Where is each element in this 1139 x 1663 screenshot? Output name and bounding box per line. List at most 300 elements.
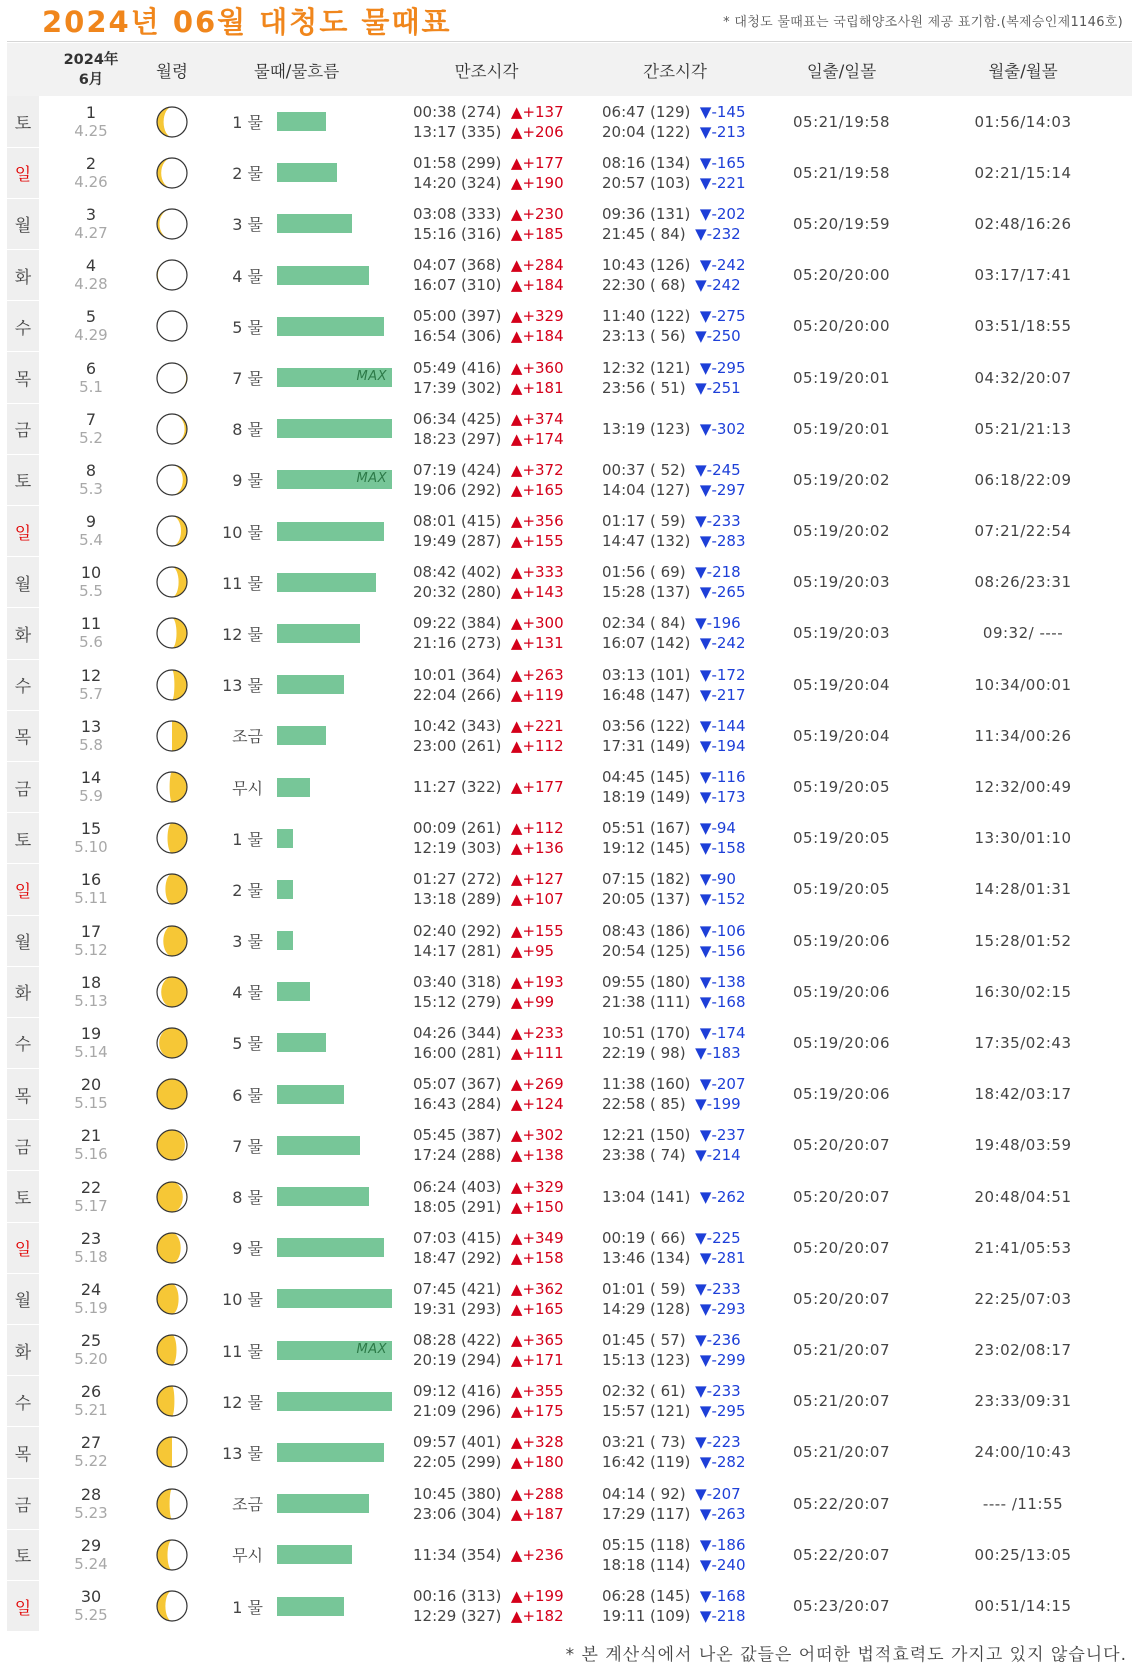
table-row [7, 301, 1132, 352]
date-cell [39, 1325, 143, 1376]
moon-phase-icon [155, 1282, 189, 1316]
low-tide-cell [581, 710, 769, 761]
high-tide-time: 19:06 (292) [413, 480, 502, 499]
low-tide-diff: ▼-116 [699, 768, 746, 787]
high-tide-line [413, 633, 581, 653]
sunrise-sunset: 05:19/20:06 [793, 982, 891, 1001]
high-tide-line [413, 1074, 581, 1094]
moon-phase-icon [155, 565, 189, 599]
high-tide-line [413, 869, 581, 889]
low-tide-cell [581, 1325, 769, 1376]
weekday-cell: 목 [7, 1427, 39, 1478]
low-tide-diff: ▼-233 [695, 1279, 741, 1298]
moon-phase-icon [155, 616, 189, 650]
sunrise-sunset: 05:19/20:05 [793, 778, 891, 797]
high-tide-diff: ▲+174 [510, 429, 564, 448]
high-tide-cell [392, 147, 581, 198]
table-row [7, 1427, 1132, 1478]
moonrise-moonset: 14:28/01:31 [974, 880, 1072, 899]
high-tide-line [413, 531, 581, 551]
low-tide-diff: ▼-152 [699, 890, 746, 909]
low-tide-cell [581, 608, 769, 659]
tide-name: 10 물 [222, 1290, 263, 1310]
low-tide-diff: ▼-262 [699, 1187, 746, 1206]
low-tide-diff: ▼-282 [699, 1453, 746, 1472]
moonrise-moonset: 03:17/17:41 [974, 266, 1072, 285]
high-tide-diff: ▲+181 [510, 378, 564, 397]
high-tide-line [413, 941, 581, 961]
high-tide-line [413, 255, 581, 275]
weekday-cell: 일 [7, 864, 39, 915]
high-tide-diff: ▲+365 [510, 1331, 564, 1350]
low-tide-cell [581, 813, 769, 864]
tide-strength-bar [277, 880, 293, 899]
high-tide-time: 06:24 (403) [413, 1177, 502, 1196]
tide-name: 13 물 [222, 1443, 263, 1463]
high-tide-time: 01:27 (272) [413, 870, 502, 889]
low-tide-diff: ▼-295 [699, 1402, 746, 1421]
lunar-date: 5.6 [79, 633, 103, 652]
low-tide-diff: ▼-90 [699, 870, 736, 889]
tide-name: 13 물 [222, 676, 263, 696]
low-tide-line [602, 736, 769, 756]
table-row [7, 198, 1132, 249]
low-tide-time: 01:56 ( 69) [602, 563, 686, 582]
high-tide-line [413, 1279, 581, 1299]
sunrise-sunset: 05:20/20:00 [793, 317, 891, 336]
low-tide-time: 12:32 (121) [602, 358, 691, 377]
weekday-cell: 월 [7, 1273, 39, 1324]
high-tide-diff: ▲+131 [510, 634, 564, 653]
tide-strength-cell [277, 1069, 392, 1120]
lunar-date: 5.21 [74, 1401, 108, 1420]
tide-strength-cell [277, 198, 392, 249]
low-tide-time: 09:55 (180) [602, 972, 691, 991]
sunrise-sunset: 05:19/20:01 [793, 419, 891, 438]
solar-day: 30 [80, 1587, 102, 1607]
high-tide-line [413, 838, 581, 858]
lunar-date: 5.1 [79, 377, 103, 396]
high-tide-cell [392, 1376, 581, 1427]
solar-day: 11 [80, 614, 102, 634]
sunrise-sunset: 05:21/20:07 [793, 1392, 891, 1411]
weekday-cell: 수 [7, 301, 39, 352]
lunar-date: 5.17 [74, 1196, 108, 1215]
weekday-cell: 수 [7, 1376, 39, 1427]
high-tide-diff: ▲+165 [510, 480, 564, 499]
low-tide-line [602, 1555, 769, 1575]
low-tide-time: 19:12 (145) [602, 839, 691, 858]
high-tide-line [413, 1452, 581, 1472]
weekday-cell: 월 [7, 915, 39, 966]
moon-phase-icon [155, 1589, 189, 1623]
moon-phase-cell [143, 1273, 201, 1324]
sunrise-sunset: 05:19/20:06 [793, 1085, 891, 1104]
low-tide-line [602, 1350, 769, 1370]
low-tide-diff: ▼-283 [699, 532, 746, 551]
tide-strength-bar [277, 726, 326, 745]
weekday-cell: 목 [7, 710, 39, 761]
date-cell [39, 96, 143, 147]
low-tide-diff: ▼-186 [699, 1535, 746, 1554]
high-tide-time: 20:19 (294) [413, 1351, 502, 1370]
sunrise-sunset: 05:19/20:04 [793, 675, 891, 694]
high-tide-cell [392, 1529, 581, 1580]
high-tide-diff: ▲+158 [510, 1248, 564, 1267]
moonrise-moonset: 00:51/14:15 [974, 1597, 1072, 1616]
tide-strength-bar [277, 470, 392, 489]
high-tide-cell [392, 1427, 581, 1478]
high-tide-diff: ▲+269 [510, 1075, 564, 1094]
tide-strength-cell [277, 915, 392, 966]
tide-name: 12 물 [222, 1392, 263, 1412]
low-tide-time: 18:19 (149) [602, 788, 691, 807]
moon-phase-icon [155, 719, 189, 753]
moonrise-moonset: 05:21/21:13 [974, 419, 1072, 438]
low-tide-time: 23:56 ( 51) [602, 378, 686, 397]
low-tide-time: 00:37 ( 52) [602, 460, 686, 479]
high-tide-time: 08:01 (415) [413, 512, 502, 531]
low-tide-line [602, 1074, 769, 1094]
low-tide-line [602, 562, 769, 582]
low-tide-line [602, 511, 769, 531]
lunar-date: 4.26 [74, 172, 108, 191]
high-tide-diff: ▲+177 [510, 153, 564, 172]
lunar-date: 5.24 [74, 1554, 108, 1573]
solar-day: 5 [85, 307, 97, 327]
low-tide-cell [581, 96, 769, 147]
low-tide-diff: ▼-168 [699, 1587, 746, 1606]
tide-name: 9 물 [232, 1239, 263, 1259]
low-tide-line [602, 358, 769, 378]
tide-strength-cell [277, 1376, 392, 1427]
solar-day: 9 [85, 512, 97, 532]
tide-strength-cell [277, 966, 392, 1017]
moonrise-moonset: 22:25/07:03 [974, 1289, 1072, 1308]
high-tide-diff: ▲+111 [510, 1043, 564, 1062]
high-tide-time: 22:04 (266) [413, 685, 502, 704]
high-tide-line [413, 685, 581, 705]
high-tide-cell [392, 608, 581, 659]
low-tide-cell [581, 1017, 769, 1068]
high-tide-cell [392, 96, 581, 147]
high-tide-diff: ▲+355 [510, 1382, 564, 1401]
low-tide-diff: ▼-196 [695, 614, 741, 633]
low-tide-time: 17:29 (117) [602, 1504, 691, 1523]
lunar-date: 5.15 [74, 1094, 108, 1113]
tide-strength-cell [277, 1427, 392, 1478]
date-cell [39, 454, 143, 505]
weekday-cell: 금 [7, 761, 39, 812]
low-tide-cell [581, 1222, 769, 1273]
tide-strength-bar [277, 829, 293, 848]
high-tide-time: 14:20 (324) [413, 173, 502, 192]
low-tide-diff: ▼-233 [695, 512, 741, 531]
tide-strength-cell [277, 710, 392, 761]
low-tide-time: 01:45 ( 57) [602, 1331, 686, 1350]
high-tide-line [413, 275, 581, 295]
date-cell [39, 1478, 143, 1529]
high-tide-cell [392, 864, 581, 915]
low-tide-diff: ▼-106 [699, 921, 746, 940]
moon-phase-cell [143, 198, 201, 249]
tide-strength-cell [277, 659, 392, 710]
moon-phase-cell [143, 1120, 201, 1171]
sunrise-sunset: 05:20/20:07 [793, 1136, 891, 1155]
low-tide-cell [581, 1376, 769, 1427]
low-tide-diff: ▼-251 [695, 378, 741, 397]
sunrise-sunset: 05:23/20:07 [793, 1597, 891, 1616]
moon-phase-icon [155, 1077, 189, 1111]
weekday-cell: 수 [7, 1017, 39, 1068]
low-tide-cell [581, 1273, 769, 1324]
lunar-date: 5.14 [74, 1042, 108, 1061]
tide-table-body [7, 96, 1132, 1632]
high-tide-line [413, 153, 581, 173]
low-tide-cell [581, 659, 769, 710]
high-tide-time: 10:42 (343) [413, 716, 502, 735]
low-tide-diff: ▼-156 [699, 941, 746, 960]
low-tide-diff: ▼-237 [699, 1126, 746, 1145]
high-tide-diff: ▲+155 [510, 532, 564, 551]
solar-day: 8 [85, 460, 97, 480]
moon-phase-cell [143, 966, 201, 1017]
moon-phase-icon [155, 1026, 189, 1060]
tide-name: 3 물 [232, 932, 263, 952]
high-tide-line [413, 1484, 581, 1504]
high-tide-line [413, 992, 581, 1012]
sunrise-sunset: 05:19/20:04 [793, 726, 891, 745]
high-tide-diff: ▲+137 [510, 102, 564, 121]
table-row [7, 608, 1132, 659]
high-tide-cell [392, 506, 581, 557]
lunar-date: 5.18 [74, 1247, 108, 1266]
low-tide-line [602, 1145, 769, 1165]
low-tide-time: 06:28 (145) [602, 1587, 691, 1606]
high-tide-line [413, 1586, 581, 1606]
high-tide-line [413, 480, 581, 500]
low-tide-cell [581, 147, 769, 198]
low-tide-line [602, 1452, 769, 1472]
table-row [7, 557, 1132, 608]
high-tide-time: 13:18 (289) [413, 890, 502, 909]
high-tide-line [413, 1248, 581, 1268]
low-tide-diff: ▼-145 [699, 102, 746, 121]
table-row [7, 1120, 1132, 1171]
high-tide-diff: ▲+119 [510, 685, 564, 704]
low-tide-time: 15:57 (121) [602, 1402, 691, 1421]
high-tide-diff: ▲+302 [510, 1126, 564, 1145]
tide-name: 10 물 [222, 522, 263, 542]
table-row [7, 352, 1132, 403]
moon-phase-cell [143, 301, 201, 352]
low-tide-time: 01:01 ( 59) [602, 1279, 686, 1298]
high-tide-time: 16:07 (310) [413, 276, 502, 295]
high-tide-line [413, 665, 581, 685]
high-tide-time: 05:45 (387) [413, 1126, 502, 1145]
high-tide-line [413, 716, 581, 736]
high-tide-line [413, 1330, 581, 1350]
solar-day: 4 [85, 256, 97, 276]
header-tide-name: 물때/물흐름 [201, 43, 392, 96]
tide-strength-bar [277, 266, 369, 285]
high-tide-cell [392, 1017, 581, 1068]
moon-phase-cell [143, 1069, 201, 1120]
low-tide-diff: ▼-202 [699, 204, 746, 223]
high-tide-diff: ▲+143 [510, 583, 564, 602]
moon-phase-cell [143, 813, 201, 864]
low-tide-cell [581, 198, 769, 249]
moon-phase-icon [155, 668, 189, 702]
low-tide-cell [581, 1069, 769, 1120]
tide-strength-cell [277, 1478, 392, 1529]
low-tide-line [602, 1606, 769, 1626]
high-tide-diff: ▲+263 [510, 665, 564, 684]
title-divider [7, 41, 1132, 42]
high-tide-time: 03:40 (318) [413, 972, 502, 991]
sunrise-sunset: 05:21/19:58 [793, 112, 891, 131]
low-tide-time: 20:54 (125) [602, 941, 691, 960]
low-tide-cell [581, 557, 769, 608]
tide-name: 조금 [232, 1495, 263, 1515]
moon-phase-cell [143, 250, 201, 301]
solar-day: 22 [80, 1177, 102, 1197]
tide-strength-cell [277, 557, 392, 608]
lunar-date: 5.9 [79, 787, 103, 806]
high-tide-diff: ▲+374 [510, 409, 564, 428]
date-cell [39, 403, 143, 454]
high-tide-line [413, 818, 581, 838]
high-tide-diff: ▲+182 [510, 1607, 564, 1626]
high-tide-time: 07:03 (415) [413, 1228, 502, 1247]
low-tide-line [602, 838, 769, 858]
low-tide-line [602, 716, 769, 736]
lunar-date: 5.20 [74, 1350, 108, 1369]
moon-phase-cell [143, 710, 201, 761]
high-tide-line [413, 1432, 581, 1452]
low-tide-time: 05:51 (167) [602, 819, 691, 838]
moon-phase-icon [155, 1435, 189, 1469]
moon-phase-cell [143, 1529, 201, 1580]
low-tide-time: 15:28 (137) [602, 583, 691, 602]
high-tide-line [413, 306, 581, 326]
low-tide-line [602, 1043, 769, 1063]
low-tide-diff: ▼-218 [695, 563, 741, 582]
high-tide-time: 02:40 (292) [413, 921, 502, 940]
high-tide-line [413, 1094, 581, 1114]
high-tide-diff: ▲+187 [510, 1504, 564, 1523]
sunrise-sunset: 05:22/20:07 [793, 1494, 891, 1513]
moonrise-moonset: 00:25/13:05 [974, 1545, 1072, 1564]
low-tide-line [602, 460, 769, 480]
low-tide-diff: ▼-245 [695, 460, 741, 479]
solar-day: 6 [85, 358, 97, 378]
solar-day: 18 [80, 972, 102, 992]
header-moon-phase: 월령 [143, 43, 201, 96]
moon-phase-icon [155, 1333, 189, 1367]
low-tide-time: 10:43 (126) [602, 256, 691, 275]
moon-phase-cell [143, 1017, 201, 1068]
low-tide-time: 02:32 ( 61) [602, 1382, 686, 1401]
solar-day: 26 [80, 1382, 102, 1402]
moon-phase-icon [155, 309, 189, 343]
low-tide-diff: ▼-158 [699, 839, 746, 858]
table-row [7, 1580, 1132, 1631]
low-tide-time: 04:14 ( 92) [602, 1484, 686, 1503]
tide-strength-cell [277, 1529, 392, 1580]
solar-day: 20 [80, 1075, 102, 1095]
date-cell [39, 1017, 143, 1068]
high-tide-time: 11:27 (322) [413, 778, 502, 797]
high-tide-time: 19:49 (287) [413, 532, 502, 551]
high-tide-line [413, 1504, 581, 1524]
high-tide-time: 04:07 (368) [413, 256, 502, 275]
tide-name: 1 물 [232, 1597, 263, 1617]
low-tide-cell [581, 352, 769, 403]
high-tide-diff: ▲+184 [510, 276, 564, 295]
tide-strength-cell [277, 250, 392, 301]
high-tide-time: 18:23 (297) [413, 429, 502, 448]
tide-name: 11 물 [222, 1341, 263, 1361]
tide-strength-bar [277, 573, 376, 592]
moon-phase-icon [155, 1384, 189, 1418]
high-tide-line [413, 1145, 581, 1165]
high-tide-time: 16:43 (284) [413, 1095, 502, 1114]
tide-strength-cell [277, 506, 392, 557]
low-tide-diff: ▼-263 [699, 1504, 746, 1523]
table-row [7, 915, 1132, 966]
high-tide-time: 11:34 (354) [413, 1545, 502, 1564]
tide-strength-cell [277, 454, 392, 505]
moonrise-moonset: 12:32/00:49 [974, 778, 1072, 797]
tide-name: 5 물 [232, 317, 263, 337]
low-tide-line [602, 767, 769, 787]
weekday-cell: 화 [7, 1325, 39, 1376]
sunrise-sunset: 05:19/20:05 [793, 880, 891, 899]
high-tide-time: 00:09 (261) [413, 819, 502, 838]
low-tide-time: 14:47 (132) [602, 532, 691, 551]
low-tide-line [602, 1484, 769, 1504]
moonrise-moonset: 01:56/14:03 [974, 112, 1072, 131]
date-cell [39, 864, 143, 915]
tide-table [7, 43, 1132, 1632]
high-tide-time: 10:45 (380) [413, 1484, 502, 1503]
high-tide-cell [392, 1222, 581, 1273]
high-tide-line [413, 511, 581, 531]
high-tide-diff: ▲+95 [510, 941, 555, 960]
low-tide-cell [581, 1478, 769, 1529]
high-tide-diff: ▲+230 [510, 204, 564, 223]
moon-phase-icon [155, 1180, 189, 1214]
high-tide-diff: ▲+165 [510, 1299, 564, 1318]
moonrise-moonset: 03:51/18:55 [974, 317, 1072, 336]
solar-day: 21 [80, 1126, 102, 1146]
high-tide-diff: ▲+372 [510, 460, 564, 479]
sunrise-sunset: 05:20/20:07 [793, 1238, 891, 1257]
lunar-date: 5.3 [79, 479, 103, 498]
high-tide-time: 09:22 (384) [413, 614, 502, 633]
moonrise-moonset: 09:32/ ---- [982, 624, 1064, 643]
tide-strength-bar [277, 1494, 369, 1513]
sunrise-sunset: 05:19/20:05 [793, 829, 891, 848]
moon-phase-icon [155, 872, 189, 906]
header-date-month: 6月 [78, 71, 104, 88]
low-tide-line [602, 1248, 769, 1268]
low-tide-diff: ▼-250 [695, 327, 741, 346]
low-tide-cell [581, 1580, 769, 1631]
low-tide-time: 11:40 (122) [602, 307, 691, 326]
tide-strength-bar [277, 624, 360, 643]
